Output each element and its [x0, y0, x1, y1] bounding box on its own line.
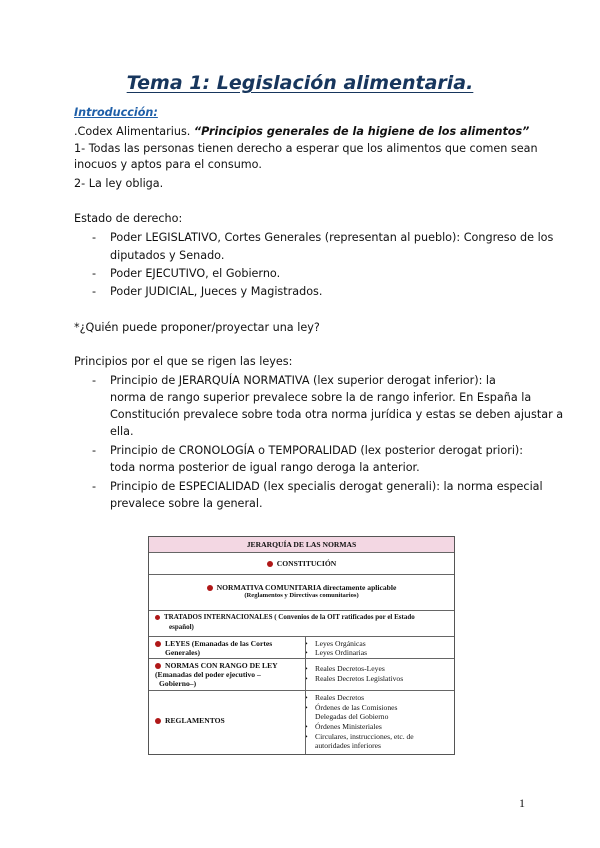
codex-prefix: .Codex Alimentarius.	[74, 125, 194, 138]
red-bullet-icon	[267, 561, 273, 567]
dash-bullet: -	[92, 231, 97, 244]
page-number: 1	[519, 796, 525, 810]
item1-line1: 1- Todas las personas tienen derecho a esperar que los alimentos que comen sean	[74, 142, 538, 155]
dash-bullet: -	[92, 444, 97, 457]
item2: 2- La ley obliga.	[74, 177, 164, 190]
principio-2-line2: toda norma posterior de igual rango deroga la anterior.	[110, 461, 420, 474]
leyes-left-line2: Generales)	[165, 648, 201, 657]
normas-left-line3: Gobierno–)	[159, 679, 197, 688]
table-row-leyes	[149, 637, 454, 659]
principio-1-line4: ella.	[110, 425, 134, 438]
reglamentos-right-item: • Reales Decretos	[315, 693, 364, 702]
leyes-right-item: • Leyes Orgánicas	[315, 639, 366, 648]
red-bullet-icon	[155, 641, 161, 647]
table-row-normativa	[149, 575, 454, 611]
table-row-normas	[149, 659, 454, 691]
normas-left-line1: NORMAS CON RANGO DE LEY	[165, 661, 278, 670]
codex-line	[74, 124, 529, 140]
reglamentos-right-item: • Órdenes de las Comisiones	[315, 703, 397, 712]
red-bullet-icon	[155, 615, 160, 620]
principio-2-line1: Principio de CRONOLOGÍA o TEMPORALIDAD (lex posterior derogat priori):	[110, 444, 524, 457]
estado-heading: Estado de derecho:	[74, 212, 183, 225]
estado-item-1-line2: diputados y Senado.	[110, 249, 225, 262]
estado-item-1-line1: Poder LEGISLATIVO, Cortes Generales (representan al pueblo): Congreso de los	[110, 231, 554, 244]
hierarchy-table	[148, 536, 455, 755]
column-divider	[305, 637, 306, 754]
red-bullet-icon	[155, 663, 161, 669]
leyes-left-line1: LEYES (Emanadas de las Cortes	[165, 639, 273, 648]
page-title: Tema 1: Legislación alimentaria.	[126, 72, 474, 94]
principio-1-line1: Principio de JERARQUÍA NORMATIVA (lex superior derogat inferior): la	[110, 374, 496, 387]
principio-3-line1: Principio de ESPECIALIDAD (lex specialis derogat generali): la norma especial	[110, 480, 543, 493]
item1-line2: inocuos y aptos para el consumo.	[74, 158, 262, 171]
red-bullet-icon	[155, 718, 161, 724]
principios-heading: Principios por el que se rigen las leyes:	[74, 355, 293, 368]
reglamentos-right-item-cont: Delegadas del Gobierno	[315, 712, 389, 721]
estado-item-2: Poder EJECUTIVO, el Gobierno.	[110, 267, 281, 280]
principio-3-line2: prevalece sobre la general.	[110, 497, 263, 510]
leyes-right-item: • Leyes Ordinarias	[315, 648, 367, 657]
table-row-constitucion	[149, 553, 454, 575]
principio-1-line3: Constitución prevalece sobre toda otra norma jurídica y estas se deben ajustar a	[110, 408, 564, 421]
normas-right-item: • Reales Decretos Legislativos	[315, 674, 403, 683]
dash-bullet: -	[92, 374, 97, 387]
dash-bullet: -	[92, 267, 97, 280]
codex-quote: “Principios generales de la higiene de los alimentos”	[193, 125, 530, 138]
normas-left-line2: (Emanadas del poder ejecutivo –	[155, 670, 261, 679]
intro-heading: Introducción:	[74, 106, 158, 119]
estado-item-3: Poder JUDICIAL, Jueces y Magistrados.	[110, 285, 323, 298]
normativa-title: NORMATIVA COMUNITARIA directamente aplicable	[216, 583, 397, 592]
question: *¿Quién puede proponer/proyectar una ley?	[74, 321, 320, 334]
table-header: JERARQUÍA DE LAS NORMAS	[149, 537, 454, 553]
table-row-tratados	[149, 611, 454, 637]
constitucion-label: CONSTITUCIÓN	[276, 559, 337, 568]
reglamentos-left: REGLAMENTOS	[165, 716, 225, 725]
red-bullet-icon	[207, 585, 213, 591]
dash-bullet: -	[92, 285, 97, 298]
reglamentos-right-item: • Órdenes Ministeriales	[315, 722, 382, 731]
table-row-reglamentos	[149, 691, 454, 754]
normativa-subtitle: (Reglamentos y Directivas comunitarios)	[244, 592, 359, 599]
dash-bullet: -	[92, 480, 97, 493]
reglamentos-right-item: • Circulares, instrucciones, etc. de	[315, 732, 414, 741]
reglamentos-right-item-cont: autoridades inferiores	[315, 741, 381, 750]
tratados-line2: español)	[169, 623, 194, 631]
tratados-line1: TRATADOS INTERNACIONALES ( Convenios de la OIT ratificados por el Estado	[164, 613, 415, 621]
normas-right-item: • Reales Decretos-Leyes	[315, 664, 385, 673]
principio-1-line2: norma de rango superior prevalece sobre la de rango inferior. En España la	[110, 391, 532, 404]
